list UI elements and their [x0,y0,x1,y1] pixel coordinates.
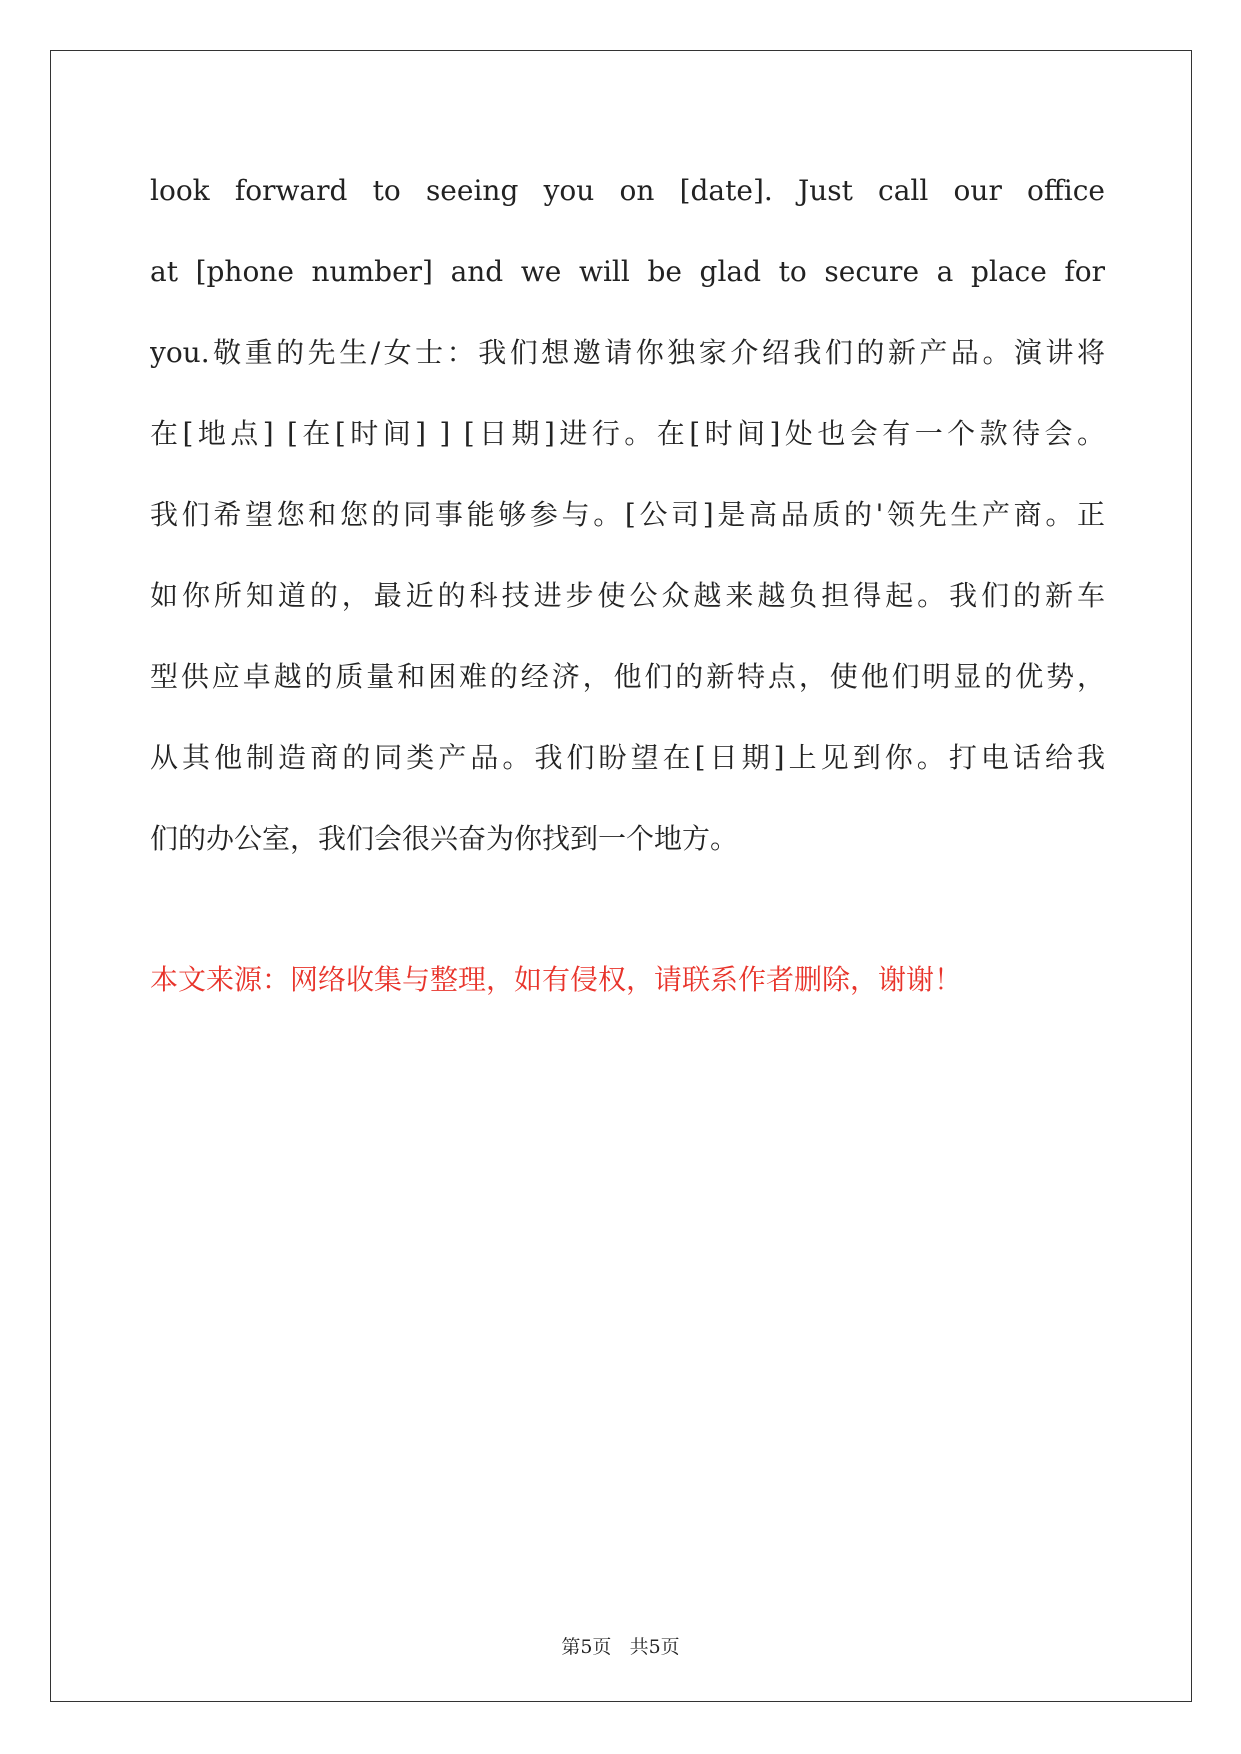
source-note: 本文来源：网络收集与整理，如有侵权，请联系作者删除，谢谢！ [150,963,963,996]
current-page-indicator: 第5页 [561,1636,612,1658]
body-line: 我们希望您和您的同事能够参与。[公司]是高品质的'领先生产商。正 [150,498,1105,531]
body-line: look forward to seeing you on [date]. Just call our office [150,174,1105,207]
total-pages-indicator: 共5页 [629,1636,680,1658]
page-footer [0,1632,1241,1659]
body-line: 在[地点] [在[时间] ] [日期]进行。在[时间]处也会有一个款待会。 [150,417,1105,450]
body-line: 如你所知道的，最近的科技进步使公众越来越负担得起。我们的新车 [150,579,1105,612]
body-line: you.敬重的先生/女士：我们想邀请你独家介绍我们的新产品。演讲将 [150,336,1105,369]
body-line: 型供应卓越的质量和困难的经济，他们的新特点，使他们明显的优势， [150,660,1105,693]
body-line: 从其他制造商的同类产品。我们盼望在[日期]上见到你。打电话给我 [150,741,1105,774]
body-line: 们的办公室，我们会很兴奋为你找到一个地方。 [150,822,739,855]
body-line: at [phone number] and we will be glad to secure a place for [150,255,1105,288]
document-body [150,150,1105,879]
